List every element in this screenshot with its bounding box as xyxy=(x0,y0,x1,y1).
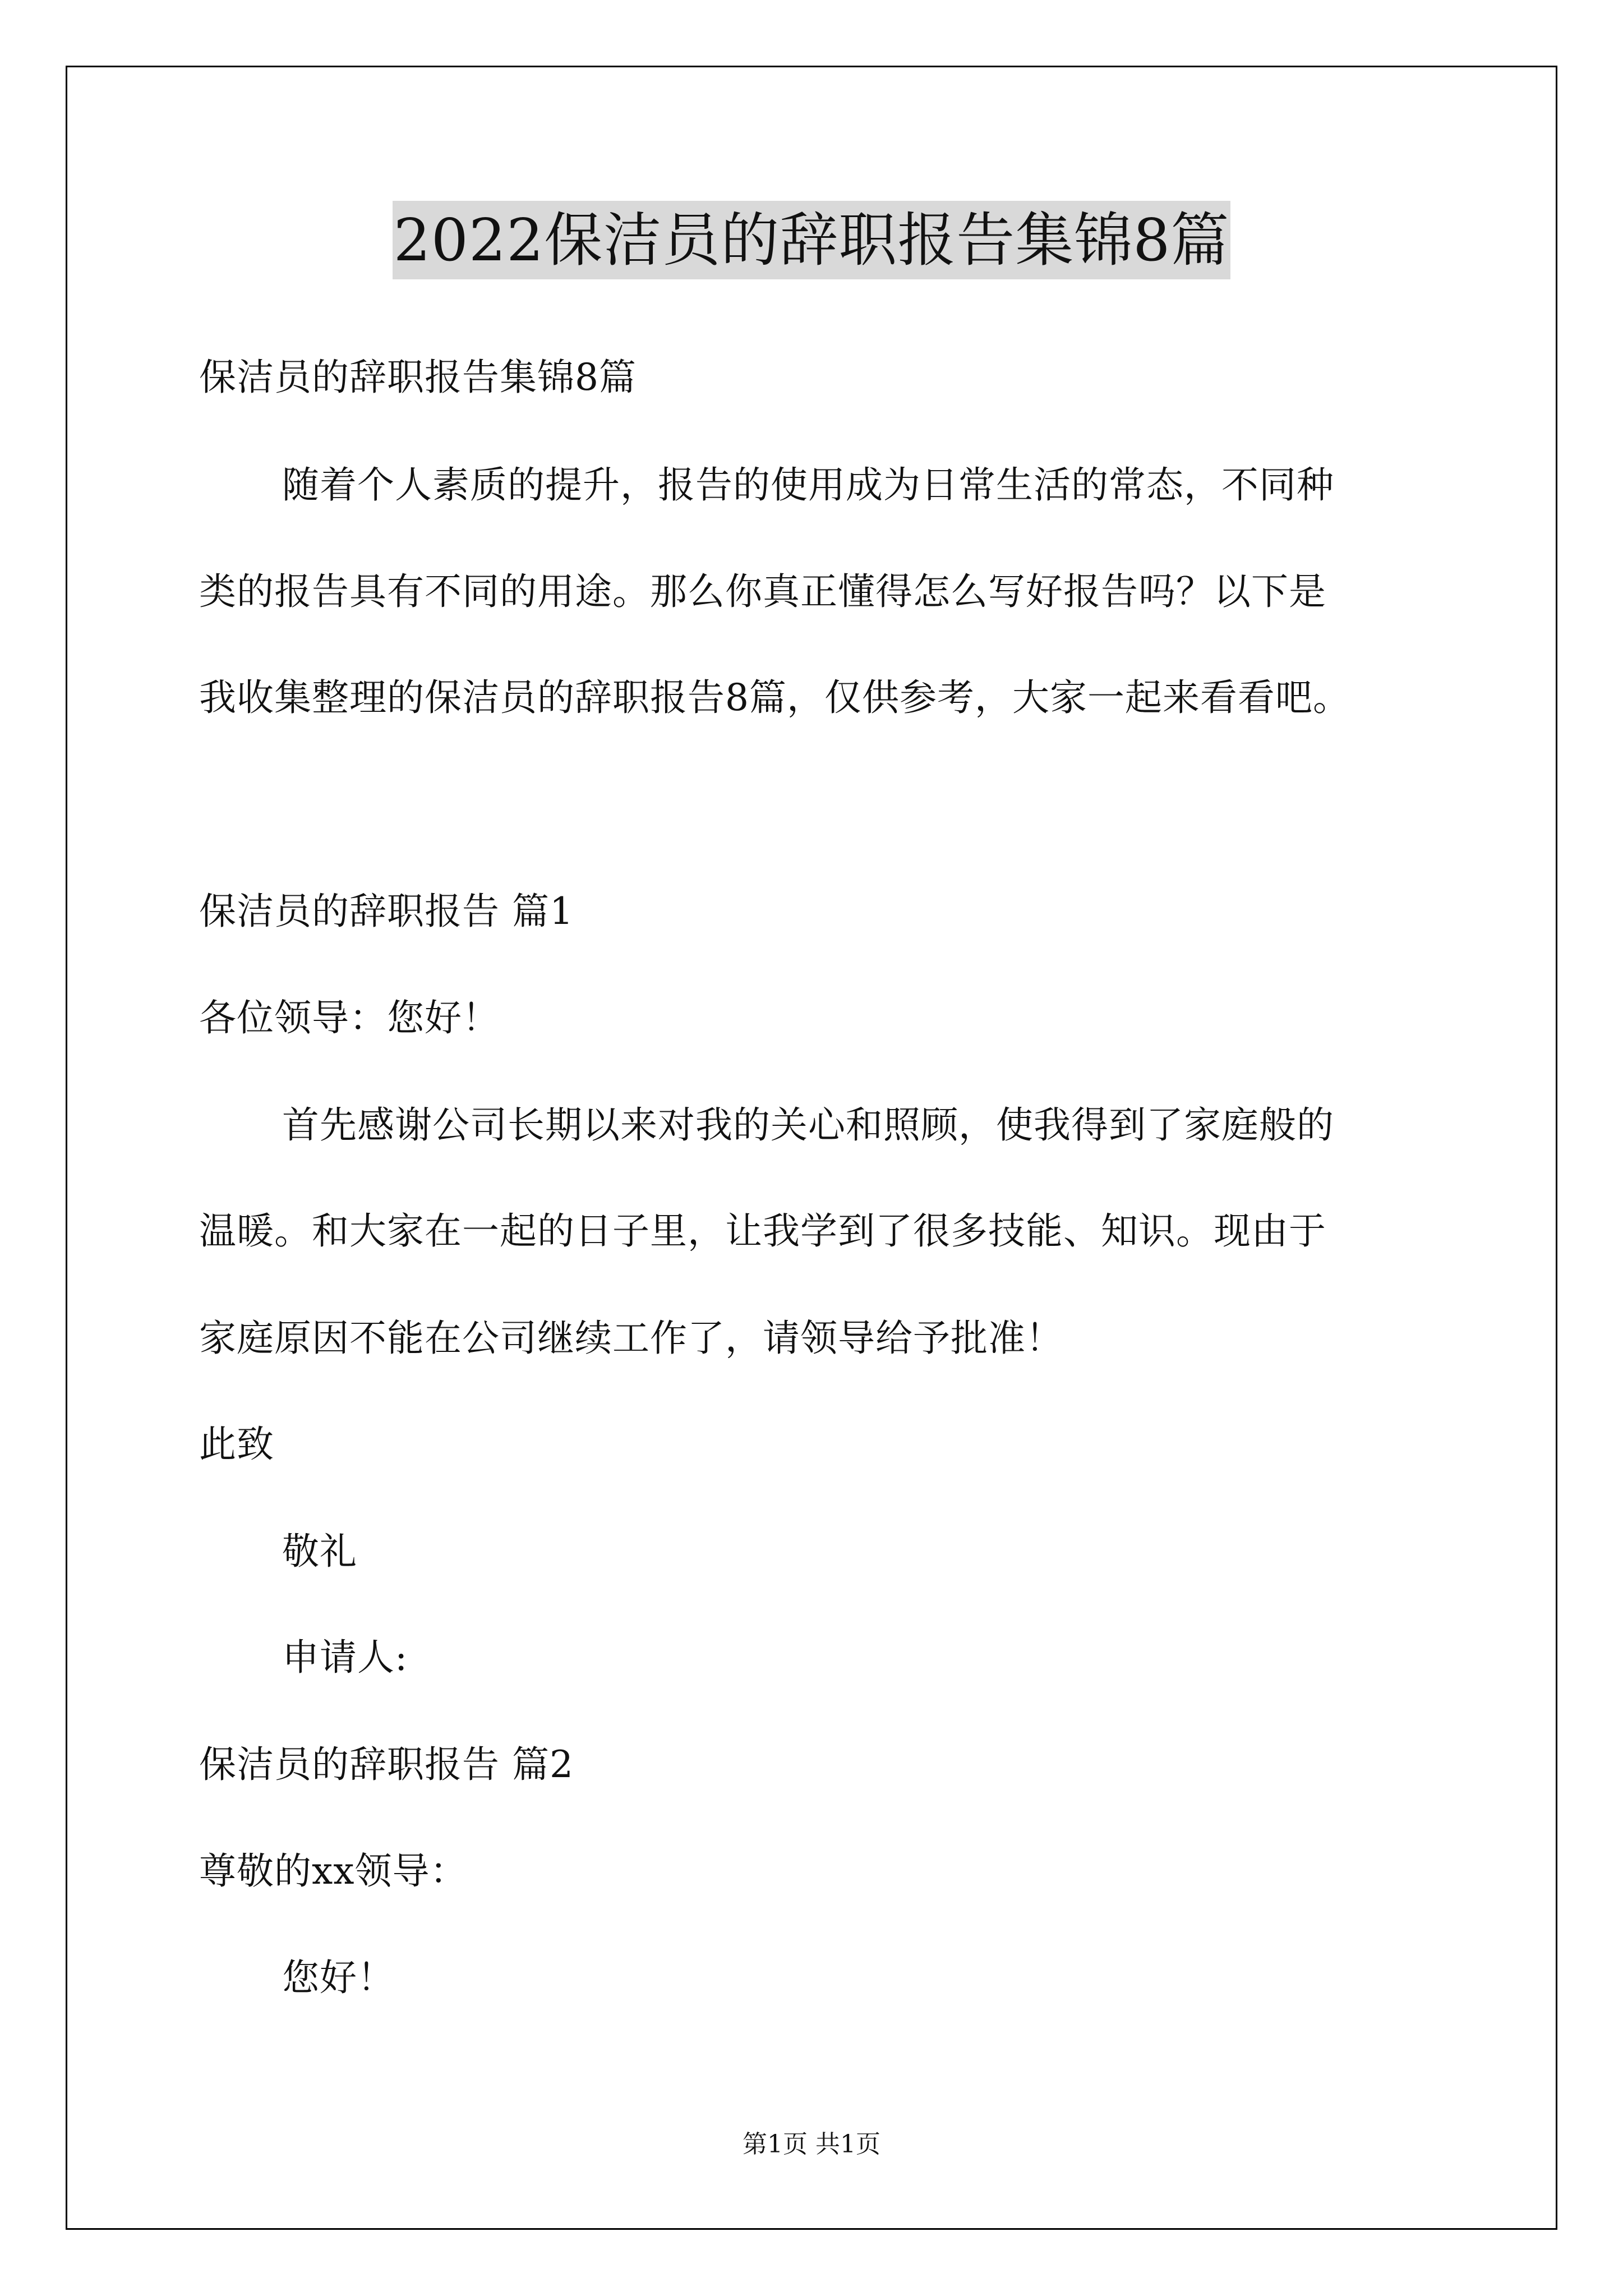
intro-line-3: 我收集整理的保洁员的辞职报告8篇，仅供参考，大家一起来看看吧。 xyxy=(199,676,1350,719)
title-container xyxy=(0,201,1623,279)
body-line-3: 家庭原因不能在公司继续工作了，请领导给予批准！ xyxy=(199,1317,1063,1360)
salutation-1: 各位领导：您好！ xyxy=(199,996,500,1039)
subtitle-line: 保洁员的辞职报告集锦8篇 xyxy=(199,356,637,399)
closing-line: 此致 xyxy=(199,1423,274,1466)
body-line-1: 首先感谢公司长期以来对我的关心和照顾，使我得到了家庭般的 xyxy=(282,1103,1334,1147)
section-heading-2: 保洁员的辞职报告 篇2 xyxy=(199,1743,574,1786)
page-footer: 第1页 共1页 xyxy=(743,2130,880,2159)
document-title: 2022保洁员的辞职报告集锦8篇 xyxy=(393,201,1231,279)
intro-line-2: 类的报告具有不同的用途。那么你真正懂得怎么写好报告吗？以下是 xyxy=(199,570,1326,613)
body-line-2: 温暖。和大家在一起的日子里，让我学到了很多技能、知识。现由于 xyxy=(199,1209,1326,1253)
salutation-2: 尊敬的xx领导： xyxy=(199,1849,468,1893)
regards-line: 敬礼 xyxy=(282,1530,357,1573)
section-heading-1: 保洁员的辞职报告 篇1 xyxy=(199,890,574,933)
intro-line-1: 随着个人素质的提升，报告的使用成为日常生活的常态，不同种 xyxy=(282,463,1334,507)
greeting-line: 您好！ xyxy=(282,1956,395,1999)
applicant-line: 申请人: xyxy=(282,1636,408,1679)
